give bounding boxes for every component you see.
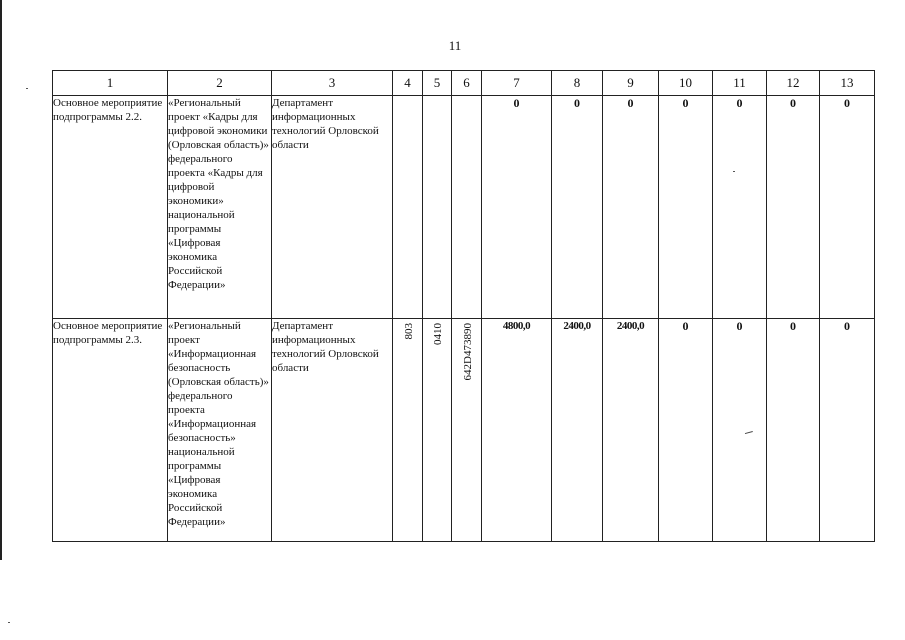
table-row [53,96,875,319]
page-number: 11 [448,38,462,53]
value-cell: 0 [820,96,875,319]
scan-speck [733,171,735,172]
code-value: 0410 [432,323,444,345]
column-header: 13 [820,71,875,96]
scan-speck [26,88,28,89]
value-cell: 0 [713,319,767,542]
value-cell: 0 [767,319,820,542]
column-header: 8 [552,71,603,96]
project-cell: «Региональный проект «Кадры для цифровой экономики (Орловская область)» федерального проекта «Кадры для цифровой экономики» национальной программы «Цифровая экономика Российской Федерации» [168,96,272,319]
column-header: 11 [713,71,767,96]
value-cell: 0 [482,96,552,319]
code-cell [452,96,482,319]
value-cell: 2400,0 [552,319,603,542]
event-cell: Основное мероприятие подпрограммы 2.2. [53,96,168,319]
column-header: 10 [659,71,713,96]
scan-speck [8,622,10,623]
department-cell: Департамент информационных технологий Орловской области [272,96,393,319]
code-cell [452,319,482,542]
column-header: 9 [603,71,659,96]
column-header: 7 [482,71,552,96]
value-cell: 4800,0 [482,319,552,542]
value-cell: 0 [659,319,713,542]
code-cell [393,319,423,542]
column-header: 5 [423,71,452,96]
value-cell: 0 [603,96,659,319]
column-header: 6 [452,71,482,96]
value-cell: 0 [552,96,603,319]
event-cell: Основное мероприятие подпрограммы 2.3. [53,319,168,542]
code-cell [423,96,452,319]
value-cell: 0 [820,319,875,542]
department-cell: Департамент информационных технологий Орловской области [272,319,393,542]
column-header: 1 [53,71,168,96]
code-cell [423,319,452,542]
column-header: 12 [767,71,820,96]
budget-table [52,70,875,542]
page-edge-line [0,0,2,560]
value-cell: 0 [713,96,767,319]
table-row [53,319,875,542]
code-value: 642D473890 [461,323,474,381]
column-header: 2 [168,71,272,96]
code-cell [393,96,423,319]
value-cell: 0 [767,96,820,319]
project-cell: «Региональный проект «Информационная безопасность (Орловская область)» федерального проекта «Информационная безопасность» национальной программы «Цифровая экономика Российской Федерации» [168,319,272,542]
column-header: 4 [393,71,423,96]
code-value: 803 [402,323,415,340]
column-header: 3 [272,71,393,96]
value-cell: 0 [659,96,713,319]
header-row [53,71,875,96]
value-cell: 2400,0 [603,319,659,542]
